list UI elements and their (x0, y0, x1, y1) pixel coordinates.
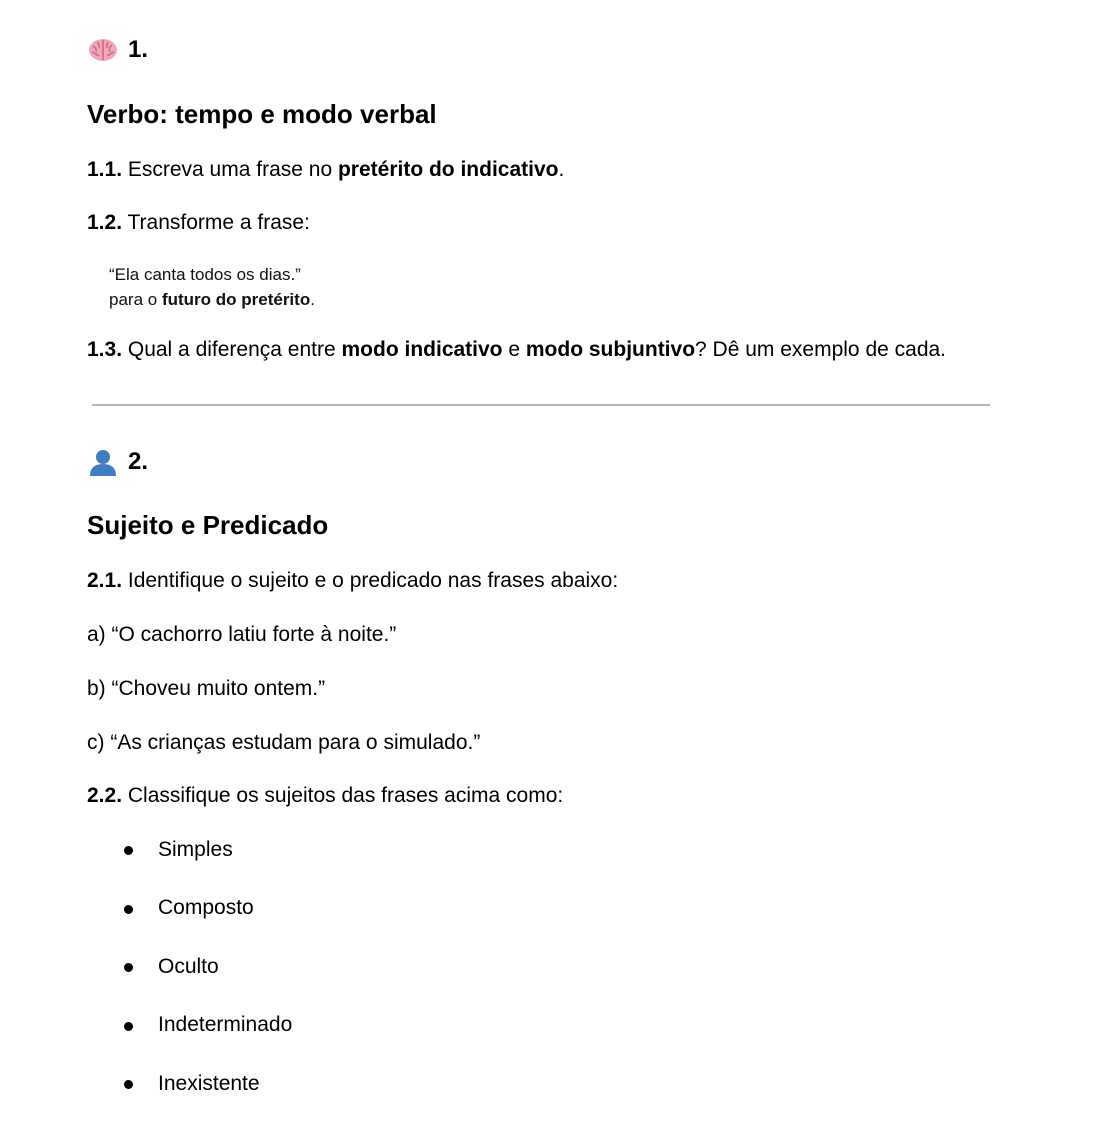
bullet-icon (124, 1022, 133, 1031)
person-icon (88, 449, 118, 475)
section-1-heading (88, 36, 148, 64)
horizontal-divider (92, 404, 990, 406)
section-1-number: 1. (128, 36, 149, 63)
bullet-icon (124, 963, 133, 972)
quote-instruction: para o futuro do pretérito. (109, 290, 315, 309)
section-2-heading (88, 448, 148, 476)
question-2-1: 2.1. Identifique o sujeito e o predicado nas frases abaixo: (87, 569, 619, 592)
sentence-b: b) “Choveu muito ontem.” (87, 677, 326, 700)
sentence-c: c) “As crianças estudam para o simulado.” (87, 731, 481, 754)
section-2-number: 2. (128, 448, 149, 475)
bullet-icon (124, 905, 133, 914)
list-item: Indeterminado (158, 1013, 293, 1036)
example-quote (109, 262, 315, 312)
bullet-icon (124, 1080, 133, 1089)
question-2-2: 2.2. Classifique os sujeitos das frases acima como: (87, 784, 564, 807)
quote-line: “Ela canta todos os dias.” (109, 265, 301, 284)
section-2-title: Sujeito e Predicado (87, 510, 329, 540)
sentence-a: a) “O cachorro latiu forte à noite.” (87, 623, 397, 646)
list-item: Inexistente (158, 1072, 260, 1095)
list-item: Composto (158, 896, 254, 919)
list-item: Simples (158, 838, 233, 861)
section-1-title: Verbo: tempo e modo verbal (87, 99, 437, 129)
question-1-3: 1.3. Qual a diferença entre modo indicativo e modo subjuntivo? Dê um exemplo de cada. (87, 338, 947, 361)
bullet-icon (124, 846, 133, 855)
list-item: Oculto (158, 955, 219, 978)
brain-icon (88, 37, 118, 63)
question-1-1: 1.1. Escreva uma frase no pretérito do indicativo. (87, 158, 565, 181)
question-1-2: 1.2. Transforme a frase: (87, 211, 310, 234)
